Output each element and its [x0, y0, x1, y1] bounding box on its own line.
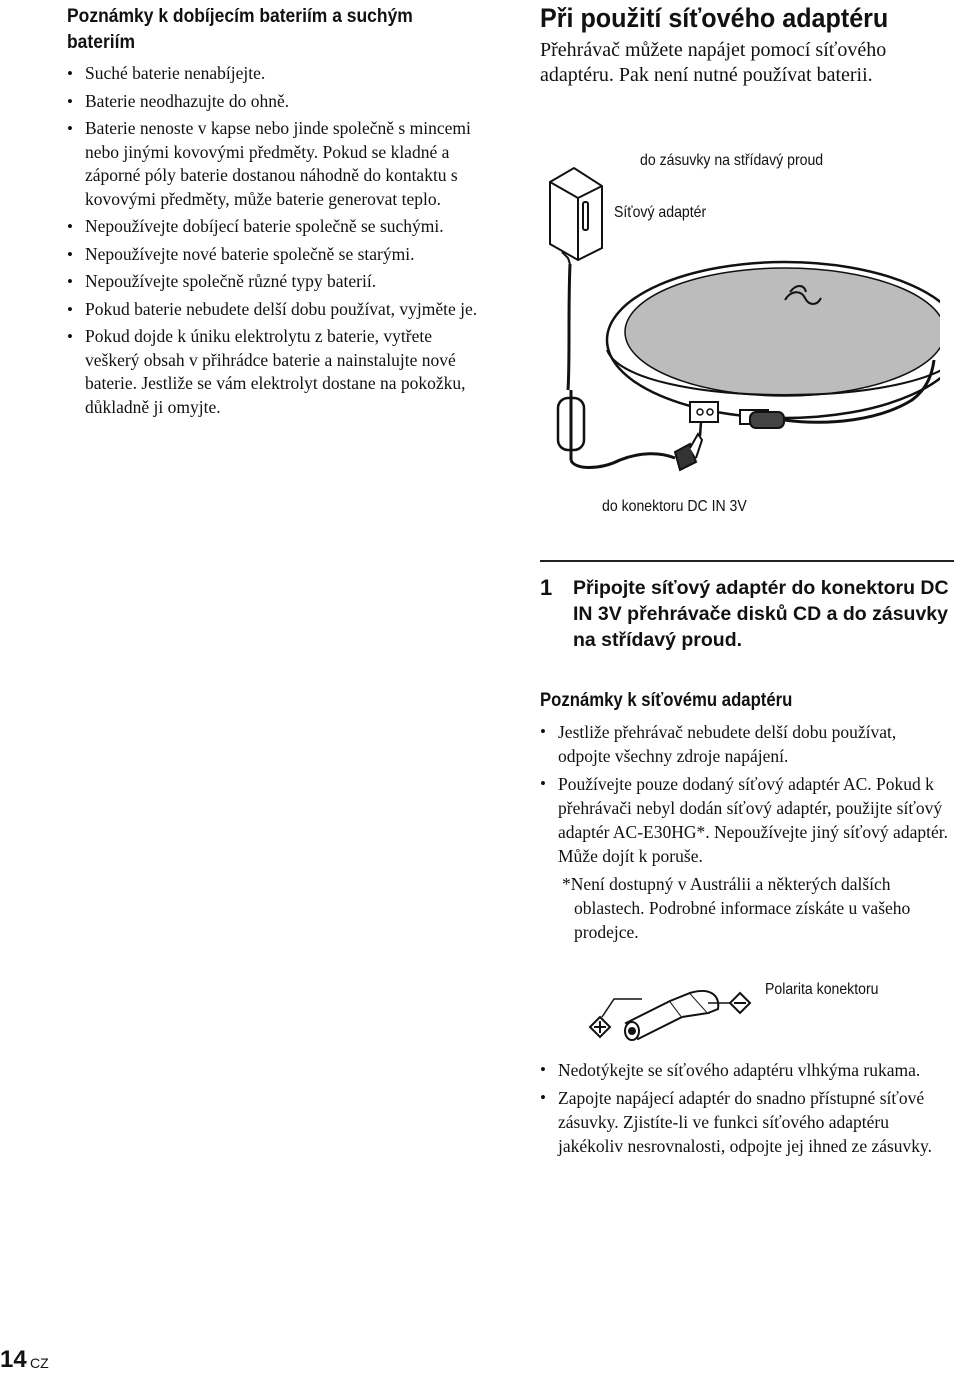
additional-notes-section	[540, 1058, 952, 1162]
label-outlet: do zásuvky na střídavý proud	[640, 152, 824, 169]
section-title: Při použití síťového adaptéru	[540, 3, 889, 33]
battery-notes-list	[67, 62, 487, 419]
section-intro: Přehrávač můžete napájet pomocí síťového adaptéru. Pak není nutné používat baterii.	[540, 39, 887, 86]
adapter-notes-title: Poznámky k síťovému adaptéru	[540, 690, 793, 711]
polarity-illustration	[580, 975, 940, 1050]
additional-notes-list	[540, 1058, 952, 1158]
page-number: 14	[0, 1346, 27, 1373]
ac-adapter-icon	[550, 168, 602, 264]
list-item: • Baterie nenoste v kapse nebo jinde společně s mincemi nebo jinými kovovými předměty. Pokud se kladné a záporné póly baterie dostanou náhodně do kontaktu s kovovými předměty, může baterie generovat teplo.	[67, 117, 487, 211]
list-item: • Zapojte napájecí adaptér do snadno přístupné síťové zásuvky. Zjistíte-li ve funkci síťového adaptéru jakékoliv nesrovnalosti, odpojte jej ihned ze zásuvky.	[540, 1086, 952, 1158]
adapter-connection-figure	[540, 140, 940, 530]
list-item: • Suché baterie nenabíjejte.	[67, 62, 487, 86]
list-item: • Nepoužívejte nové baterie společně se starými.	[67, 243, 487, 267]
minus-symbol-icon	[730, 993, 750, 1013]
polarity-figure	[580, 975, 940, 1050]
list-item: • Pokud dojde k úniku elektrolytu z baterie, vytřete veškerý obsah v přihrádce baterie a nainstalujte nové baterie. Jestliže se vám elektrolyt dostane na pokožku, důkladně ji omyjte.	[67, 325, 487, 419]
plus-symbol-icon	[590, 1017, 610, 1037]
adapter-notes-list	[540, 720, 952, 868]
section-divider	[540, 560, 954, 562]
battery-notes-title: Poznámky k dobíjecím bateriím a suchým bateriím	[67, 6, 413, 53]
list-item: • Nepoužívejte dobíjecí baterie společně se suchými.	[67, 215, 487, 239]
cd-player-icon	[607, 262, 940, 424]
connection-illustration	[540, 140, 940, 530]
label-dc-in: do konektoru DC IN 3V	[602, 498, 747, 515]
list-item: • Jestliže přehrávač nebudete delší dobu používat, odpojte všechny zdroje napájení.	[540, 720, 952, 768]
adapter-notes-section	[540, 688, 952, 944]
page-language: CZ	[30, 1355, 49, 1371]
dc-plug-icon	[675, 434, 702, 470]
battery-notes-section	[67, 4, 487, 423]
step-text: Připojte síťový adaptér do konektoru DC IN 3V přehrávače disků CD a do zásuvky na střídavý proud.	[573, 577, 949, 651]
ferrite-core-icon	[558, 390, 584, 460]
list-item: • Baterie neodhazujte do ohně.	[67, 90, 487, 114]
list-item: • Nedotýkejte se síťového adaptéru vlhkýma rukama.	[540, 1058, 952, 1082]
step-1	[540, 575, 950, 653]
list-item: • Nepoužívejte společně různé typy baterií.	[67, 270, 487, 294]
label-adapter: Síťový adaptér	[614, 204, 707, 221]
step-number: 1	[540, 575, 553, 600]
list-item: • Používejte pouze dodaný síťový adaptér AC. Pokud k přehrávači nebyl dodán síťový adaptér, použijte síťový adaptér AC-E30HG*. Nepoužívejte jiný síťový adaptér. Může dojít k poruše.	[540, 772, 952, 868]
footnote: *Není dostupný v Austrálii a některých dalších oblastech. Podrobné informace získáte u vašeho prodejce.	[562, 874, 911, 942]
label-polarity: Polarita konektoru	[765, 981, 879, 998]
ac-adapter-section	[540, 0, 945, 88]
list-item: • Pokud baterie nebudete delší dobu používat, vyjměte je.	[67, 298, 487, 322]
